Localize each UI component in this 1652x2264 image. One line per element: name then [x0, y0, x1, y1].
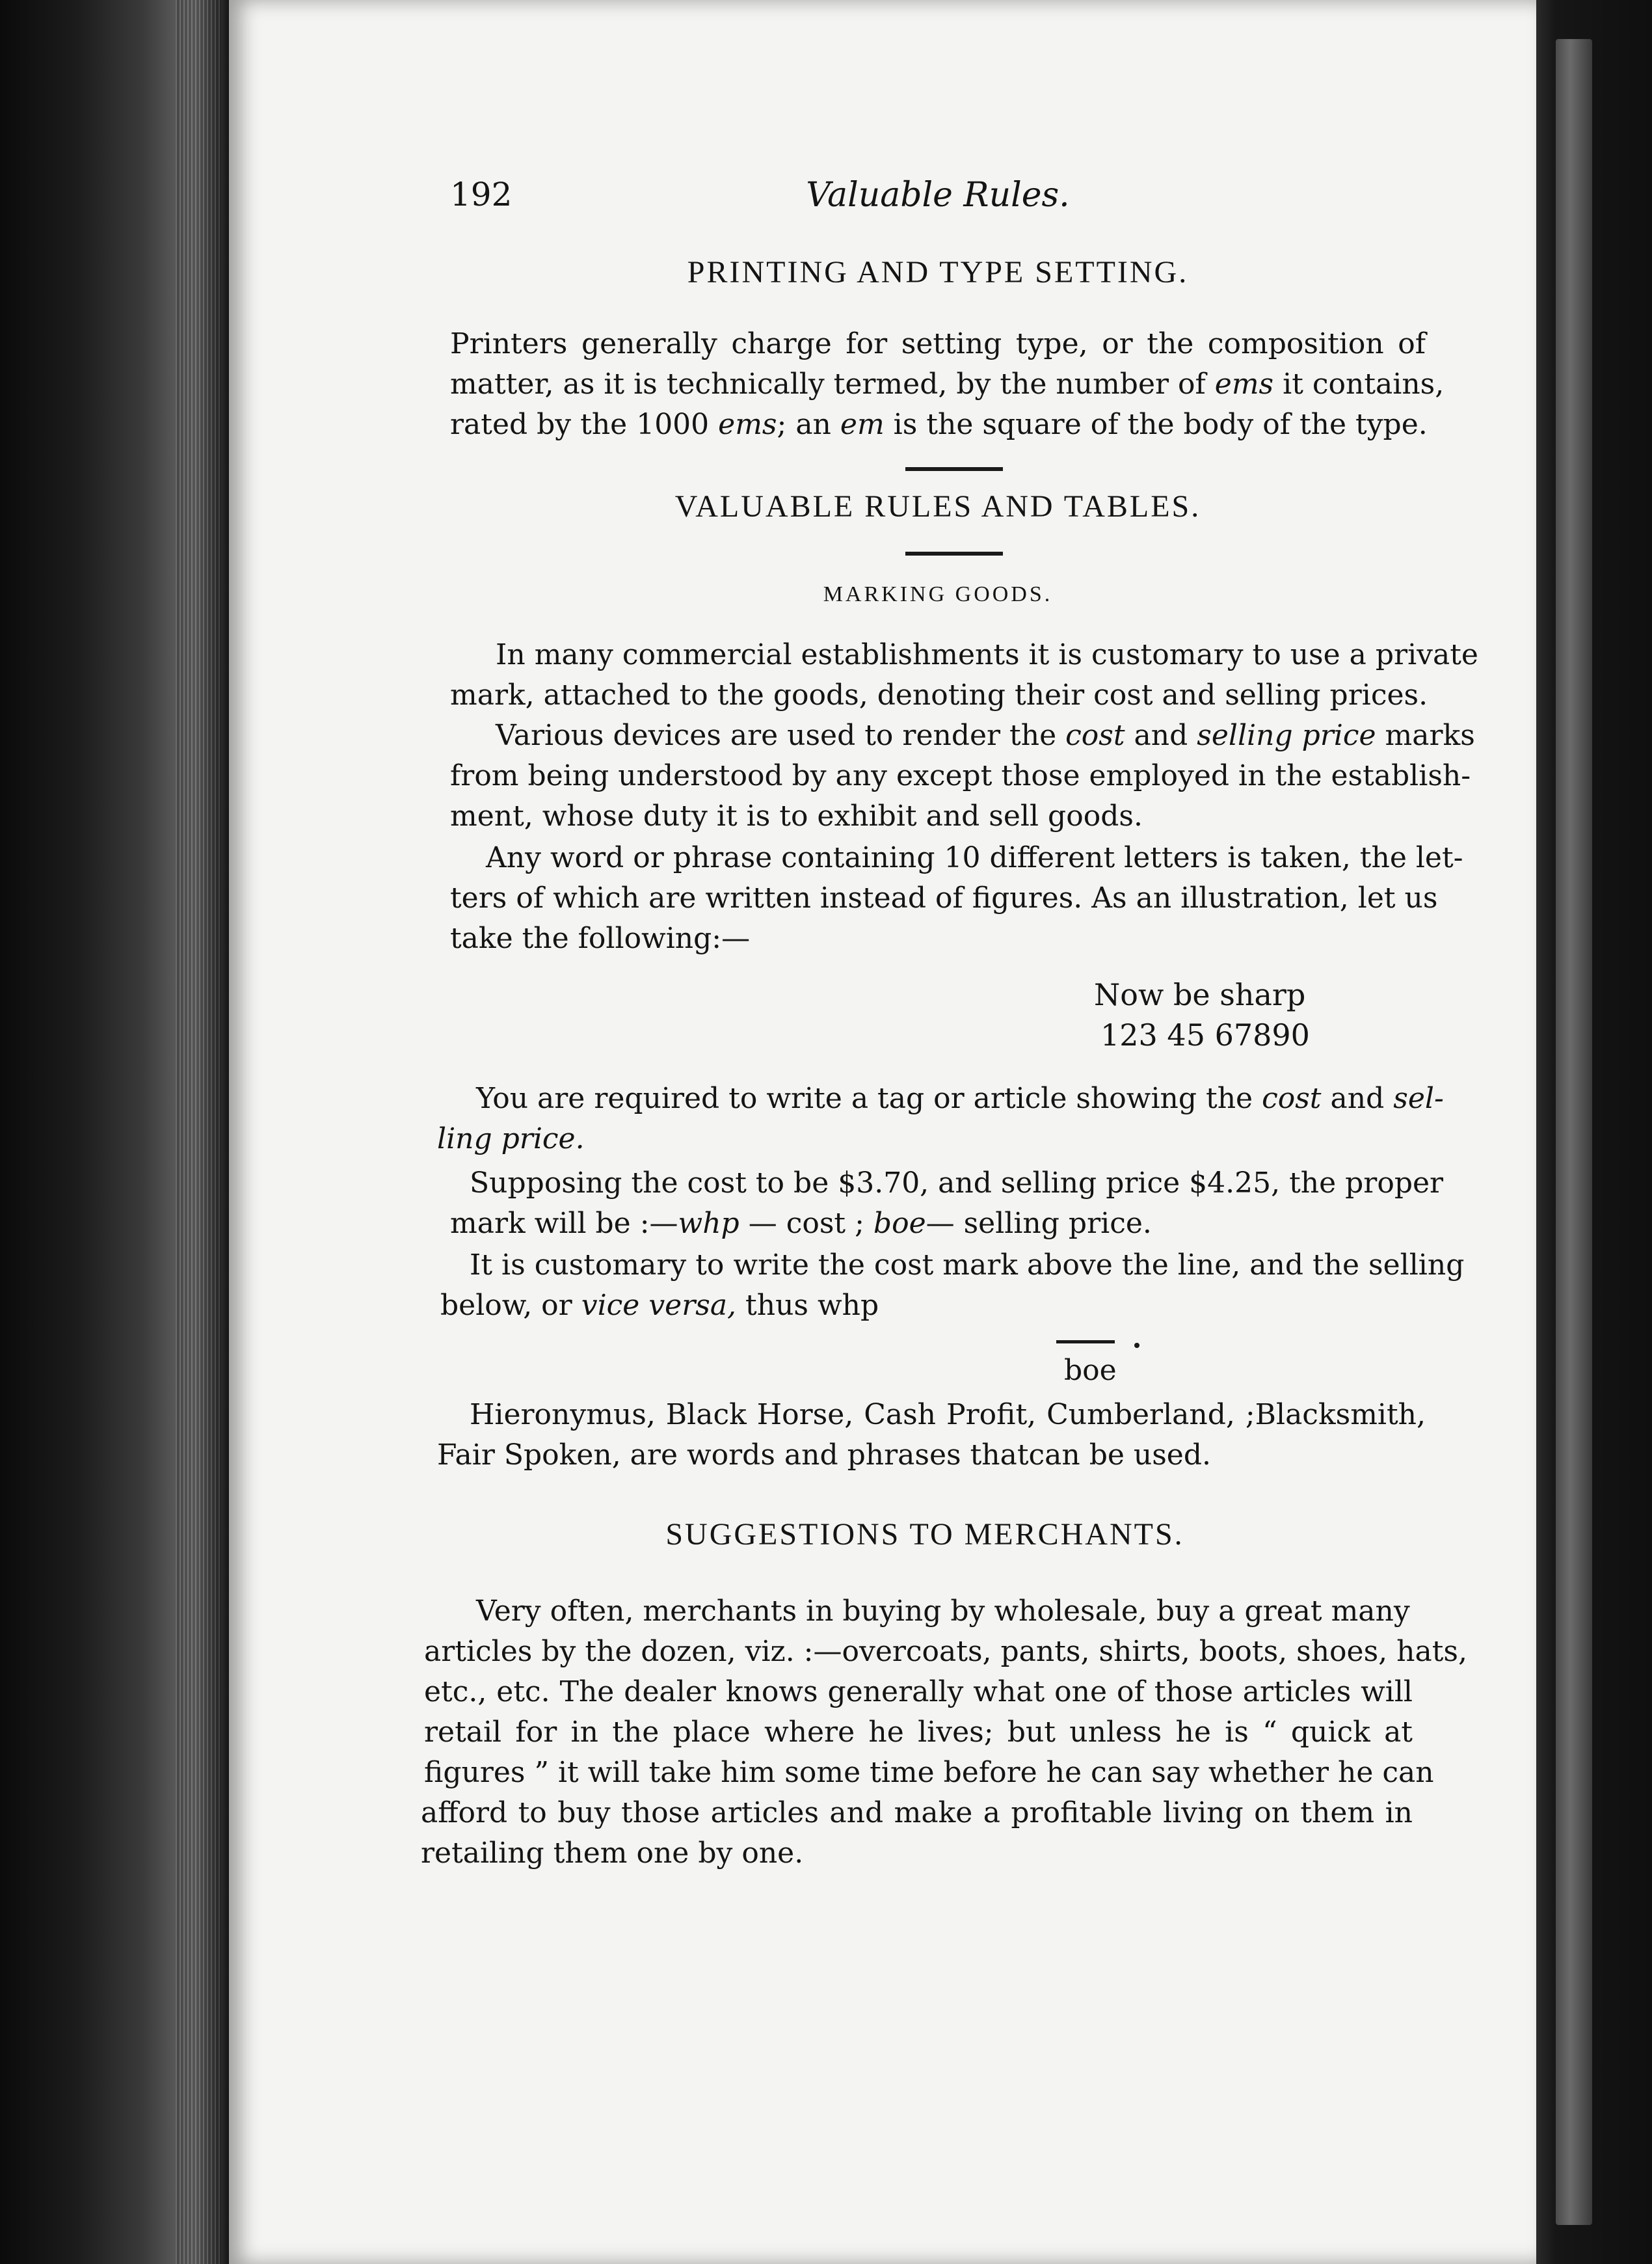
- marking-p6-line-1: It is customary to write the cost mark above the line, and the selling: [470, 1248, 1465, 1282]
- printing-line-2: matter, as it is technically termed, by the number of ems it contains,: [450, 368, 1445, 401]
- suggestions-line-1: Very often, merchants in buying by wholesale, buy a great many: [476, 1595, 1410, 1628]
- marking-p3-line-3: take the following:—: [450, 922, 751, 955]
- suggestions-line-7: retailing them one by one.: [421, 1837, 804, 1870]
- page-gutter: [1536, 0, 1652, 2264]
- marking-p5-line-1: Supposing the cost to be $3.70, and selling price $4.25, the proper: [470, 1166, 1444, 1200]
- heading-valuable-rules: VALUABLE RULES AND TABLES.: [674, 489, 1201, 524]
- marking-p4-line-1: You are required to write a tag or article showing the cost and sel-: [476, 1082, 1444, 1115]
- marking-p1-line-2: mark, attached to the goods, denoting their cost and selling prices.: [450, 679, 1428, 712]
- printing-line-1: Printers generally charge for setting type, or the composition of: [450, 327, 1426, 360]
- example-digits: 123 45 67890: [1100, 1017, 1310, 1053]
- marking-p5-line-2: mark will be :—whp — cost ; boe— selling price.: [450, 1207, 1152, 1240]
- fraction-denominator: boe: [1064, 1354, 1117, 1387]
- marking-p1-line-1: In many commercial establishments it is customary to use a private: [496, 638, 1478, 671]
- divider-rule: [905, 552, 1003, 556]
- page-edges: [176, 0, 221, 2264]
- heading-suggestions: SUGGESTIONS TO MERCHANTS.: [665, 1517, 1184, 1552]
- subheading-marking-goods: MARKING GOODS.: [823, 582, 1053, 606]
- fraction-numerator: whp: [817, 1289, 879, 1322]
- marking-p7-line-2: Fair Spoken, are words and phrases thatcan be used.: [437, 1438, 1211, 1472]
- printing-line-3: rated by the 1000 ems; an em is the square of the body of the type.: [450, 408, 1428, 441]
- page-number: 192: [450, 176, 513, 213]
- marking-p3-line-1: Any word or phrase containing 10 different letters is taken, the let-: [486, 841, 1463, 874]
- heading-printing: PRINTING AND TYPE SETTING.: [687, 255, 1189, 290]
- suggestions-line-5: figures ” it will take him some time before he can say whether he can: [424, 1756, 1434, 1789]
- running-title: Valuable Rules.: [806, 176, 1070, 215]
- page-content: [421, 0, 1478, 2264]
- period-mark: [1134, 1343, 1139, 1348]
- marking-p3-line-2: ters of which are written instead of figures. As an illustration, let us: [450, 882, 1438, 915]
- marking-p2-line-2: from being understood by any except those employed in the establish-: [450, 759, 1471, 792]
- suggestions-line-3: etc., etc. The dealer knows generally what one of those articles will: [424, 1675, 1413, 1708]
- suggestions-line-6: afford to buy those articles and make a profitable living on them in: [421, 1796, 1413, 1829]
- marking-p2-line-1: Various devices are used to render the cost and selling price marks: [496, 719, 1475, 752]
- adjacent-page-edge: [1556, 39, 1592, 2225]
- marking-p2-line-3: ment, whose duty it is to exhibit and sell goods.: [450, 800, 1143, 833]
- suggestions-line-4: retail for in the place where he lives; but unless he is “ quick at: [424, 1716, 1413, 1749]
- marking-p6-line-2: below, or vice versa, thus whp: [440, 1289, 879, 1322]
- marking-p7-line-1: Hieronymus, Black Horse, Cash Profit, Cumberland, ;Blacksmith,: [470, 1398, 1426, 1431]
- suggestions-line-2: articles by the dozen, viz. :—overcoats, pants, shirts, boots, shoes, hats,: [424, 1635, 1467, 1668]
- marking-p4-line-2: ling price.: [437, 1122, 585, 1155]
- book-page: [229, 0, 1536, 2264]
- divider-rule: [905, 467, 1003, 471]
- fraction-bar: [1056, 1340, 1115, 1343]
- example-word: Now be sharp: [1094, 977, 1306, 1012]
